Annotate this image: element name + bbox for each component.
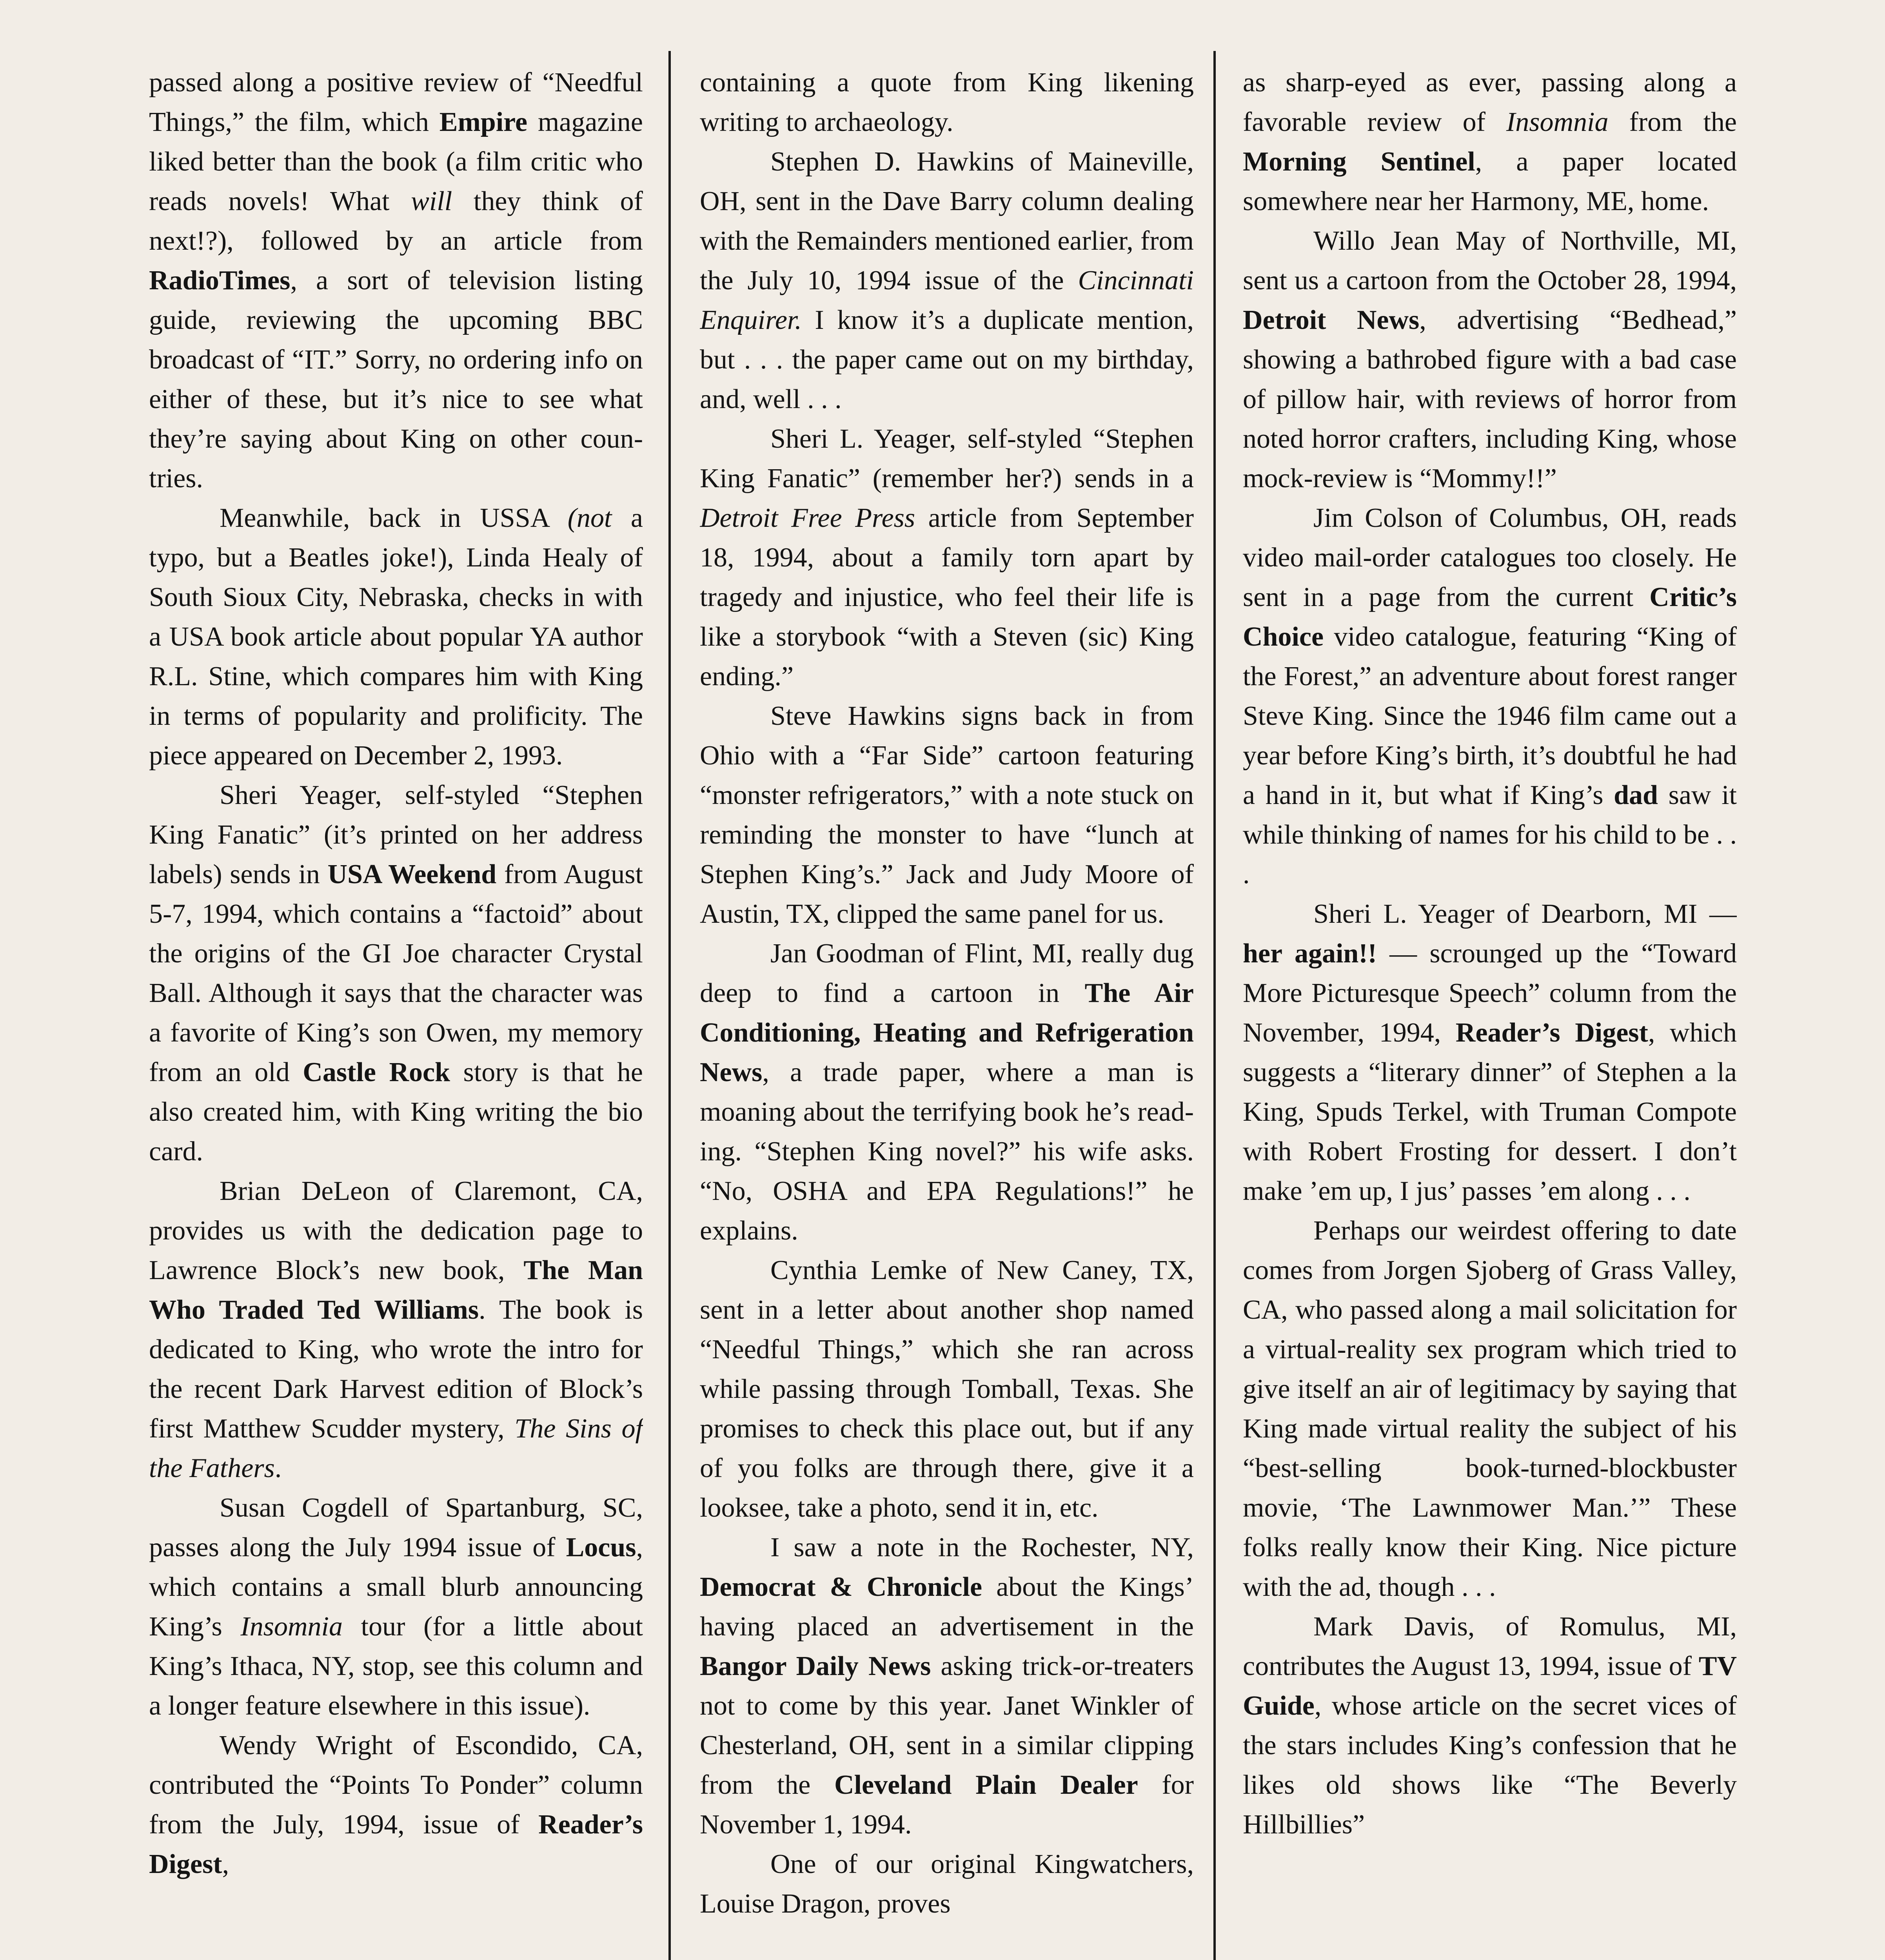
italic-title: (not xyxy=(567,503,612,533)
text-run: Sheri Yeager, self-styled “Stephen King Fanatic” (it’s printed on her address labels) sends in xyxy=(149,780,643,889)
bold-title: Reader’s Digest xyxy=(1455,1018,1648,1048)
text-run: One of our original Kingwatchers, Louise Dragon, proves xyxy=(700,1849,1194,1919)
text-run: containing a quote from King likening writing to archaeology. xyxy=(700,67,1194,137)
text-run: for November 1, 1994. xyxy=(700,1770,1194,1840)
text-run: story is that he also created him, with King writing the bio card. xyxy=(149,1057,643,1167)
paragraph xyxy=(1243,63,1737,221)
text-run: , a paper located somewhere near her Harmony, ME, home. xyxy=(1243,147,1737,216)
text-run: Susan Cogdell of Spartanburg, SC, passes along the July 1994 issue of xyxy=(149,1493,643,1563)
text-run: — scrounged up the “Toward More Picturesque Speech” column from the November, 1994, xyxy=(1243,938,1737,1048)
text-run: , which contains a small blurb announcing King’s xyxy=(149,1532,643,1642)
text-run: Perhaps our weirdest offering to date comes from Jorgen Sjoberg of Grass Valley, CA, who passed along a mail solicitation for a virtual-reality sex program which tried to give itself an air of legitimacy by saying that King made virtual reality the subject of his “best-selling book-turned-blockbuster movie, ‘The Lawnmower Man.’” These folks really know their King. Nice picture with the ad, though . . . xyxy=(1243,1216,1737,1602)
text-run: article from September 18, 1994, about a family torn apart by tragedy and injustice, who feel their life is like a storybook “with a Steven (sic) King ending.” xyxy=(700,503,1194,691)
column-divider-1 xyxy=(668,51,671,1960)
text-run: Jan Goodman of Flint, MI, really dug deep to find a cartoon in xyxy=(700,938,1194,1008)
paragraph xyxy=(1243,1211,1737,1607)
bold-title: The Man Who Traded Ted Williams xyxy=(149,1255,643,1325)
text-run: they think of next!?), followed by an article from xyxy=(149,186,643,256)
bold-title: her again!! xyxy=(1243,938,1377,969)
bold-title: TV Guide xyxy=(1243,1651,1737,1721)
text-run: , a trade paper, where a man is moaning about the terrifying book he’s reading. “Stephen King novel?” his wife asks. “No, OSHA and EPA Regulations!” he explains. xyxy=(700,1057,1194,1246)
paragraph xyxy=(700,696,1194,934)
italic-title: will xyxy=(411,186,452,216)
text-run: saw it while thinking of names for his child to be . . . xyxy=(1243,780,1737,889)
text-run: as sharp-eyed as ever, passing along a favorable review of xyxy=(1243,67,1737,137)
text-run: magazine liked better than the book (a film critic who reads novels! What xyxy=(149,107,643,216)
paragraph xyxy=(149,1726,643,1884)
italic-title: Insomnia xyxy=(1506,107,1609,137)
italic-title: Insomnia xyxy=(240,1612,343,1642)
text-run: Cynthia Lemke of New Caney, TX, sent in a letter about another shop named “Needful Things,” which she ran across while passing through Tomball, Texas. She promises to check this place out, but if any of you folks are through there, give it a looksee, take a photo, send it in, etc. xyxy=(700,1255,1194,1523)
bold-title: Detroit News xyxy=(1243,305,1420,335)
text-run: , xyxy=(222,1849,229,1879)
bold-title: Critic’s Choice xyxy=(1243,582,1737,652)
bold-title: RadioTimes xyxy=(149,265,291,296)
bold-title: dad xyxy=(1614,780,1658,810)
paragraph xyxy=(700,419,1194,696)
paragraph xyxy=(1243,498,1737,894)
paragraph xyxy=(149,775,643,1171)
text-run: asking trick-or-treaters not to come by this year. Janet Winkler of Chesterland, OH, sent in a similar clipping from the xyxy=(700,1651,1194,1800)
text-run: Stephen D. Hawkins of Maineville, OH, sent in the Dave Barry column dealing with the Remainders mentioned earlier, from the July 10, 1994 issue of the xyxy=(700,147,1194,296)
text-run: from August 5-7, 1994, which contains a “factoid” about the origins of the GI Joe character Crystal Ball. Although it says that the character was a favorite of King’s son Owen, my memory from an old xyxy=(149,859,643,1087)
bold-title: Bangor Daily News xyxy=(700,1651,931,1681)
text-run: a typo, but a Beatles joke!), Linda Healy of South Sioux City, Nebraska, checks in with a USA book article about popular YA author R.L. Stine, which compares him with King in terms of popularity and prolificity. The piece appeared on December 2, 1993. xyxy=(149,503,643,771)
text-run: Steve Hawkins signs back in from Ohio with a “Far Side” cartoon featuring “monster refrigerators,” with a note stuck on reminding the monster to have “lunch at Stephen King’s.” Jack and Judy Moore of Austin, TX, clipped the same panel for us. xyxy=(700,701,1194,929)
bold-title: Democrat & Chronicle xyxy=(700,1572,982,1602)
article-body xyxy=(149,63,1737,1960)
paragraph xyxy=(149,1488,643,1726)
text-run: tour (for a little about King’s Ithaca, NY, stop, see this column and a longer feature elsewhere in this issue). xyxy=(149,1612,643,1721)
text-run: Sheri L. Yeager, self-styled “Stephen King Fanatic” (remember her?) sends in a xyxy=(700,424,1194,494)
text-run: video catalogue, featuring “King of the Forest,” an adventure about forest ranger Steve King. Since the 1946 film came out a year before King’s birth, it’s doubtful he had a hand in it, but what if King’s xyxy=(1243,622,1737,810)
paragraph xyxy=(149,63,643,498)
text-run: Willo Jean May of Northville, MI, sent us a cartoon from the October 28, 1994, xyxy=(1243,226,1737,296)
paragraph xyxy=(700,1844,1194,1924)
text-run: , advertising “Bedhead,” showing a bathrobed figure with a bad case of pillow hair, with reviews of horror from noted horror crafters, including King, whose mock-review is “Mommy!!” xyxy=(1243,305,1737,494)
italic-title: Detroit Free Press xyxy=(700,503,915,533)
paragraph xyxy=(1243,1607,1737,1844)
text-run: , whose article on the secret vices of the stars includes King’s confession that he likes old shows like “The Beverly Hillbillies” xyxy=(1243,1691,1737,1840)
italic-title: The Sins of the Fathers xyxy=(149,1414,643,1483)
bold-title: Morning Sentinel xyxy=(1243,147,1475,177)
bold-title: Reader’s Digest xyxy=(149,1809,643,1879)
paragraph xyxy=(700,63,1194,142)
text-run: I know it’s a duplicate mention, but . . . the paper came out on my birthday, and, well . . . xyxy=(700,305,1194,414)
text-run: Meanwhile, back in USSA xyxy=(220,503,568,533)
italic-title: Cincinnati Enquirer. xyxy=(700,265,1194,335)
paragraph xyxy=(700,934,1194,1250)
paragraph xyxy=(1243,894,1737,1211)
text-run: Jim Colson of Columbus, OH, reads video mail-order catalogues too closely. He sent in a page from the current xyxy=(1243,503,1737,612)
paragraph xyxy=(700,142,1194,419)
text-run: passed along a positive review of “Needful Things,” the film, which xyxy=(149,67,643,137)
text-run: Sheri L. Yeager of Dearborn, MI — xyxy=(1313,899,1737,929)
text-run: Brian DeLeon of Claremont, CA, provides us with the dedication page to Lawrence Block’s new book, xyxy=(149,1176,643,1285)
text-run: I saw a note in the Rochester, NY, xyxy=(770,1532,1194,1563)
paragraph xyxy=(1243,221,1737,498)
bold-title: The Air Conditioning, Heating and Refrigeration News xyxy=(700,978,1194,1087)
text-run: . The book is dedicated to King, who wrote the intro for the recent Dark Harvest edition of Block’s first Matthew Scudder mystery, xyxy=(149,1295,643,1444)
text-run: Mark Davis, of Romulus, MI, contributes the August 13, 1994, issue of xyxy=(1243,1612,1737,1681)
column-divider-2 xyxy=(1213,51,1216,1960)
bold-title: Castle Rock xyxy=(303,1057,450,1087)
text-run: , which suggests a “literary dinner” of Stephen a la King, Spuds Terkel, with Truman Compote with Robert Frosting for dessert. I don’t make ’em up, I jus’ passes ’em along . . . xyxy=(1243,1018,1737,1206)
bold-title: Empire xyxy=(439,107,528,137)
paragraph xyxy=(700,1528,1194,1844)
text-run: , a sort of television listing guide, reviewing the upcoming BBC broadcast of “IT.” Sorry, no ordering info on either of these, but it’s nice to see what they’re saying about King on other countries. xyxy=(149,265,643,494)
bold-title: Cleveland Plain Dealer xyxy=(834,1770,1138,1800)
text-column-3 xyxy=(1243,63,1737,1960)
paragraph xyxy=(149,1171,643,1488)
text-run: Wendy Wright of Escondido, CA, contributed the “Points To Ponder” column from the July, 1994, issue of xyxy=(149,1730,643,1840)
text-column-1 xyxy=(149,63,643,1960)
bold-title: Locus xyxy=(566,1532,636,1563)
text-run: . xyxy=(274,1453,282,1483)
paragraph xyxy=(700,1250,1194,1528)
paragraph xyxy=(149,498,643,775)
text-column-2 xyxy=(700,63,1194,1960)
text-run: about the Kings’ having placed an advertisement in the xyxy=(700,1572,1194,1642)
bold-title: USA Weekend xyxy=(327,859,497,889)
text-run: from the xyxy=(1608,107,1737,137)
